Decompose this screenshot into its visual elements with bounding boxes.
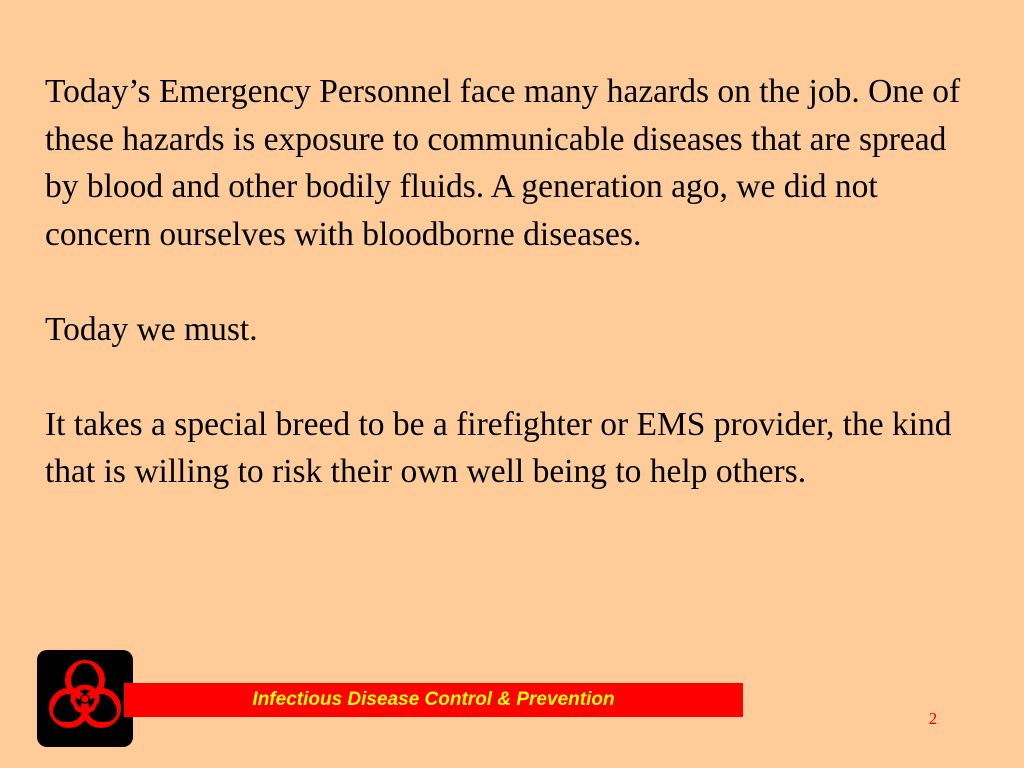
slide-body-text: [45, 68, 985, 496]
footer-title: Infectious Disease Control & Prevention: [252, 689, 615, 710]
paragraph-today-we-must: Today we must.: [45, 310, 258, 348]
biohazard-icon: [37, 650, 133, 747]
biohazard-logo: [37, 650, 133, 747]
footer-bar: [124, 683, 743, 717]
paragraph-special-breed: It takes a special breed to be a firefighter or EMS provider, the kind that is willing to risk their own well being to help others.: [45, 405, 952, 490]
paragraph-spacer: [45, 258, 985, 306]
paragraph-spacer: [45, 353, 985, 401]
paragraph-hazards: Today’s Emergency Personnel face many hazards on the job. One of these hazards is exposure to communicable diseases that are spread by blood and other bodily fluids. A generation ago, we did not concern ourselves with bloodborne diseases.: [45, 73, 961, 253]
page-number: 2: [928, 709, 938, 728]
